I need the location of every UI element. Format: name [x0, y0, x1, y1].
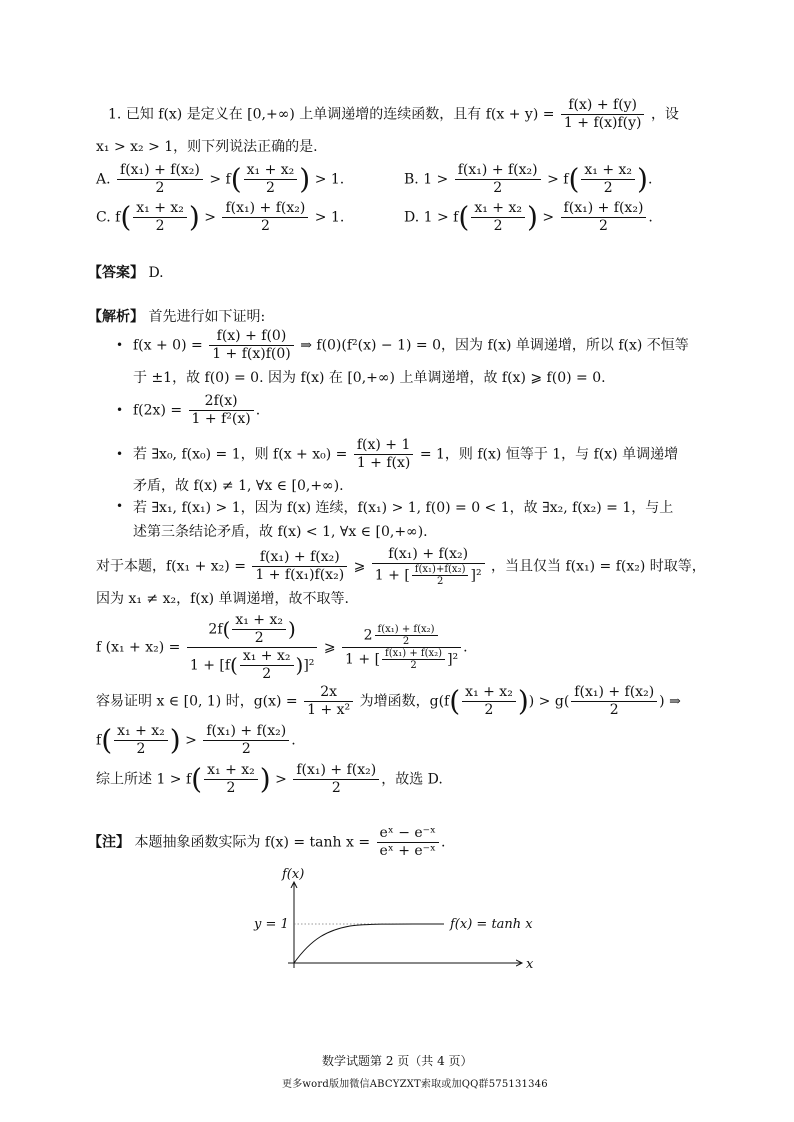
- bullet-2: f(2x) = $\frac{2f(x)}{\text{1 + f²(x)}}$ .: [133, 393, 261, 427]
- bullet-1-line1: f(x + 0) = $\frac{f(x) + f(0)}{1 + f(x)f(0)}$ ⇒ f(0)(f²(x) − 1) = 0，因为 f(x) 单调递增，所以 f(x) 不恒等: [133, 328, 689, 362]
- page-footer: 数学试题第 2 页（共 4 页）: [322, 1054, 473, 1068]
- question-stem-line2: x₁ > x₂ > 1，则下列说法正确的是.: [96, 139, 318, 155]
- question-stem-line1: [108, 97, 679, 132]
- question-number: 1.: [108, 106, 122, 123]
- bullet-marker: •: [116, 403, 124, 417]
- stem-part2: ，设: [650, 106, 679, 123]
- analysis-intro: 首先进行如下证明:: [148, 309, 266, 325]
- answer-tag: 【答案】: [88, 265, 144, 281]
- paragraph-3-line1: 容易证明 x ∈ [0, 1) 时，g(x) = $\frac{2x}{\text{1 + x²}}$ 为增函数，g(f( $\frac{\text{x₁ + x₂}}{2}$ )) > g( $\frac{\text{f(x₁) + f(x₂)}}{2}$ ) ⇒: [96, 684, 681, 718]
- bullet-marker: •: [116, 499, 124, 513]
- option-a: A. $\frac{\text{f(x₁) + f(x₂)}}{2}$ > f( $\frac{\text{x₁ + x₂}}{2}$ ) > 1.: [96, 162, 345, 196]
- option-b: B. 1 > $\frac{\text{f(x₁) + f(x₂)}}{2}$ > f( $\frac{\text{x₁ + x₂}}{2}$ ).: [404, 162, 653, 196]
- paragraph-4: 综上所述 1 > f( $\frac{\text{x₁ + x₂}}{2}$ ) > $\frac{\text{f(x₁) + f(x₂)}}{2}$ ，故选 D.: [96, 762, 443, 796]
- bullet-marker: •: [116, 447, 124, 461]
- answer-value: D.: [148, 265, 164, 281]
- note-tag: 【注】: [88, 834, 130, 851]
- asymptote-label: y = 1: [254, 917, 289, 932]
- analysis-tag: 【解析】: [88, 309, 144, 325]
- y-axis-label: f(x): [282, 867, 305, 882]
- bullet-3-line2: 矛盾，故 f(x) ≠ 1, ∀x ∈ [0,+∞).: [133, 478, 344, 494]
- bullet-3-line1: 若 ∃x₀, f(x₀) = 1，则 f(x + x₀) = $\frac{f(x) + 1}{1 + f(x)}$ = 1，则 f(x) 恒等于 1，与 f(x) 单调递增: [133, 437, 679, 471]
- tanh-figure: [240, 862, 550, 977]
- footer-ad: 更多word版加微信ABCYZXT索取或加QQ群575131346: [282, 1079, 548, 1090]
- option-d: D. 1 > f( $\frac{\text{x₁ + x₂}}{2}$ ) > $\frac{\text{f(x₁) + f(x₂)}}{2}$ .: [404, 200, 653, 234]
- bullet-1-line2: 于 ±1，故 f(0) = 0. 因为 f(x) 在 [0,+∞) 上单调递增，故 f(x) ⩾ f(0) = 0.: [133, 370, 606, 386]
- bullet-4-line1: 若 ∃x₁, f(x₁) > 1，因为 f(x) 连续，f(x₁) > 1, f(0) = 0 < 1，故 ∃x₂, f(x₂) = 1，与上: [133, 500, 674, 516]
- bullet-marker: •: [116, 338, 124, 352]
- paragraph-1-line1: 对于本题，f(x₁ + x₂) = $\frac{\text{f(x₁) + f(x₂)}}{\text{1 + f(x₁)f(x₂)}}$ ⩾ f(x₁) + f(x₂) 1 + [ $\frac{\text{f(x₁)+f(x₂)}}{2}$ ]² ，当且仅当 f(x₁) = f(x₂) 时取等，: [96, 546, 706, 587]
- stem-part1: 已知 f(x) 是定义在 [0,+∞) 上单调递增的连续函数，且有 f(x + y) =: [125, 106, 555, 123]
- paragraph-3-line2: f( $\frac{\text{x₁ + x₂}}{2}$ ) > $\frac{\text{f(x₁) + f(x₂)}}{2}$ .: [96, 723, 296, 757]
- option-c: C. f( $\frac{\text{x₁ + x₂}}{2}$ ) > $\frac{\text{f(x₁) + f(x₂)}}{2}$ > 1.: [96, 200, 345, 234]
- bullet-4-line2: 述第三条结论矛盾，故 f(x) < 1, ∀x ∈ [0,+∞).: [133, 524, 428, 540]
- stem-fraction: $\frac{f(x) + f(y)}{1 + f(x)f(y)}$: [561, 97, 645, 132]
- curve-label: f(x) = tanh x: [450, 917, 533, 932]
- note-line: 【注】 本题抽象函数实际为 f(x) = tanh x = $\frac{\text{eˣ − e⁻ˣ}}{\text{eˣ + e⁻ˣ}}$ .: [88, 825, 446, 859]
- analysis-header: [88, 306, 265, 326]
- paragraph-1-line2: 因为 x₁ ≠ x₂，f(x) 单调递增，故不取等.: [96, 591, 349, 607]
- paragraph-2: f (x₁ + x₂) = 2f( $\frac{\text{x₁ + x₂}}{2}$ ) 1 + [f( $\frac{\text{x₁ + x₂}}{2}$ )]² ⩾ 2 $\frac{\text{f(x₁) + f(x₂)}}{2}$ 1 + [ $\frac{\text{f(x₁) + f(x₂)}}{2}$ ]² .: [96, 612, 468, 682]
- tanh-curve: [294, 924, 444, 963]
- x-axis-label: x: [526, 957, 534, 972]
- answer-line: [88, 262, 164, 282]
